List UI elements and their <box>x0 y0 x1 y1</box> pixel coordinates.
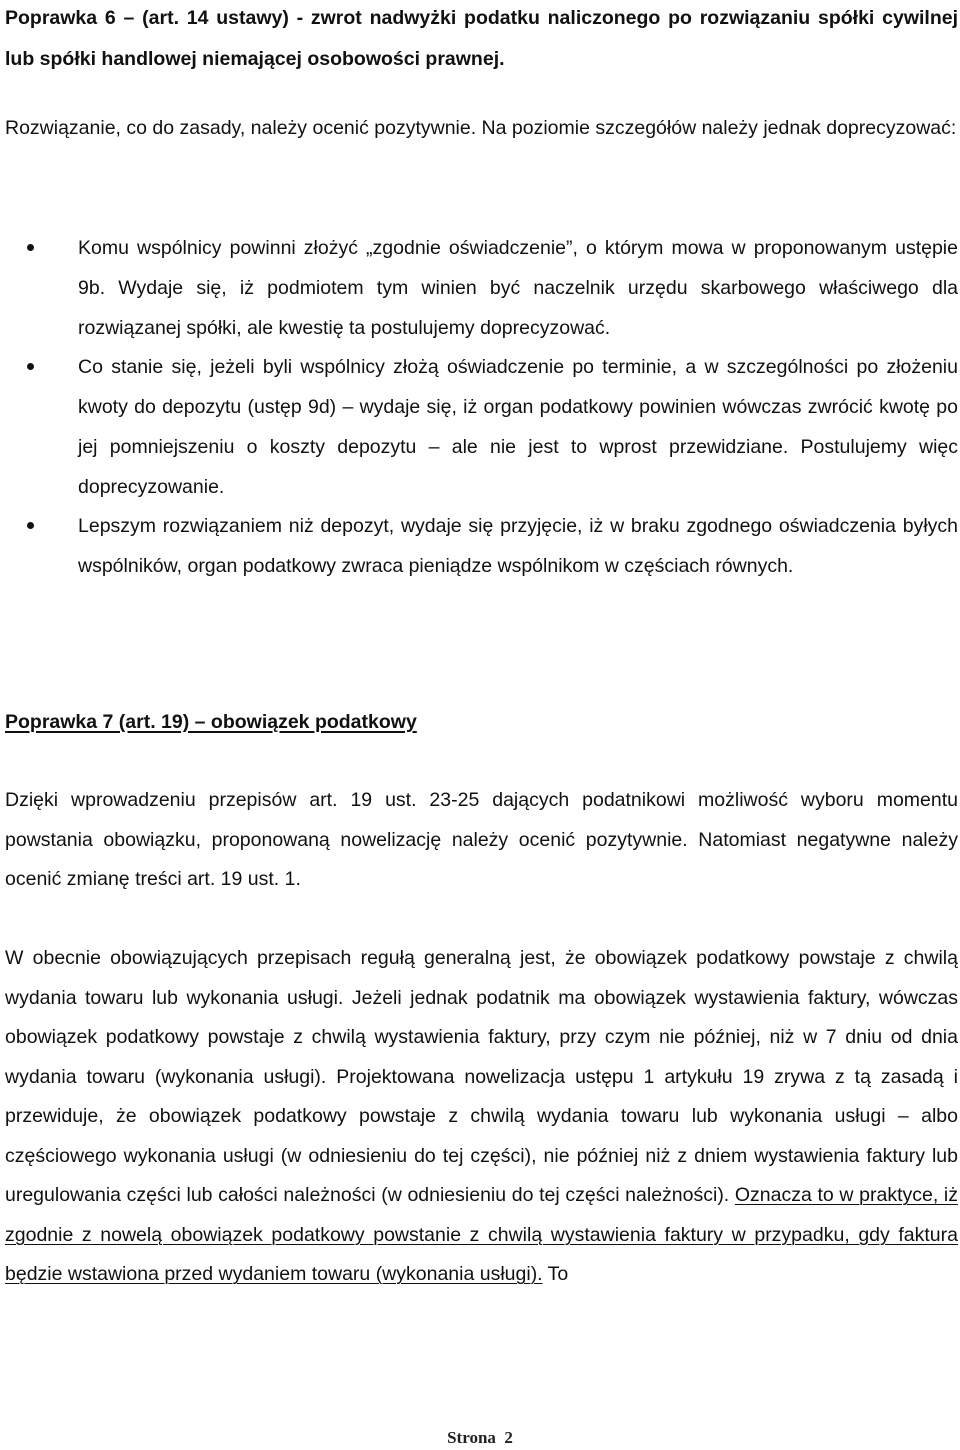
paragraph-2-underlined-text: Oznacza to w praktyce, iż zgodnie z nowelą obowiązek podatkowy powstanie z chwilą wystawienia faktury w przypadku, gdy faktura będzie wstawiona przed wydaniem towaru (wykonania usługi). <box>5 1184 958 1285</box>
section-7-heading: Poprawka 7 (art. 19) – obowiązek podatkowy <box>5 711 417 733</box>
section-7-paragraph-1: Dzięki wprowadzeniu przepisów art. 19 ust. 23-25 dających podatnikowi możliwość wyboru momentu powstania obowiązku, proponowaną nowelizację należy ocenić pozytywnie. Natomiast negatywne należy ocenić zmianę treści art. 19 ust. 1. <box>5 789 958 890</box>
bullet-icon <box>27 522 34 529</box>
page-footer <box>0 1428 960 1448</box>
bullet-icon <box>27 363 34 370</box>
list-item <box>5 347 958 507</box>
section-6-bullet-list <box>5 228 958 586</box>
paragraph-2-text: W obecnie obowiązujących przepisach regułą generalną jest, że obowiązek podatkowy powstaje z chwilą wydania towaru lub wykonania usługi. Jeżeli jednak podatnik ma obowiązek wystawienia faktury, wówczas obowiązek podatkowy powstaje z chwilą wystawienia faktury, przy czym nie później, niż w 7 dniu od dnia wydania towaru (wykonania usługi). Projektowana nowelizacja ustępu 1 artykułu 19 zrywa z tą zasadą i przewiduje, że obowiązek podatkowy powstaje z chwilą wydania towaru lub wykonania usługi – albo częściowego wykonania usługi (w odniesieniu do tej części), nie później niż z dniem wystawienia faktury lub uregulowania części lub całości należności (w odniesieniu do tej części należności). <box>5 947 958 1206</box>
list-item <box>5 506 958 586</box>
bullet-text: Lepszym rozwiązaniem niż depozyt, wydaje się przyjęcie, iż w braku zgodnego oświadczenia byłych wspólników, organ podatkowy zwraca pieniądze wspólnikom w częściach równych. <box>78 515 958 577</box>
bullet-icon <box>27 244 34 251</box>
bullet-text: Co stanie się, jeżeli byli wspólnicy złożą oświadczenie po terminie, a w szczególności po złożeniu kwoty do depozytu (ustęp 9d) – wydaje się, iż organ podatkowy powinien wówczas zwrócić kwotę po jej pomniejszeniu o koszty depozytu – ale nie jest to wprost przewidziane. Postulujemy więc doprecyzowanie. <box>78 356 958 498</box>
page-number: Strona 2 <box>447 1428 513 1447</box>
list-item <box>5 228 958 348</box>
paragraph-2-tail: To <box>542 1263 569 1285</box>
section-6-heading: Poprawka 6 – (art. 14 ustawy) - zwrot nadwyżki podatku naliczonego po rozwiązaniu spółki cywilnej lub spółki handlowej niemającej osobowości prawnej. <box>5 7 958 70</box>
section-7-paragraph-2 <box>5 939 958 1295</box>
bullet-text: Komu wspólnicy powinni złożyć „zgodnie oświadczenie”, o którym mowa w proponowanym ustępie 9b. Wydaje się, iż podmiotem tym winien być naczelnik urzędu skarbowego właściwego dla rozwiązanej spółki, ale kwestię ta postulujemy doprecyzować. <box>78 237 958 339</box>
section-6-intro: Rozwiązanie, co do zasady, należy ocenić pozytywnie. Na poziomie szczegółów należy jednak doprecyzować: <box>5 117 957 139</box>
